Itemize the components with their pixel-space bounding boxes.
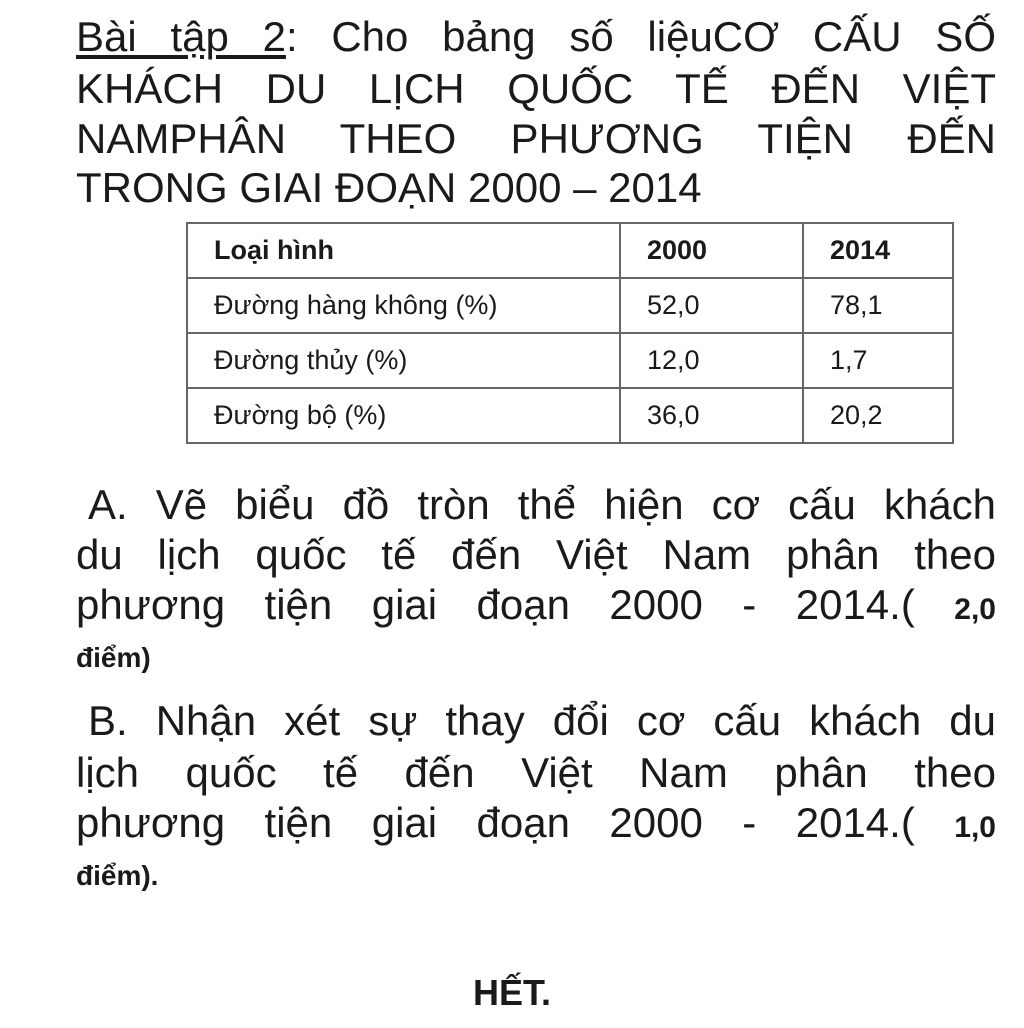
task-a-line-1: A. Vẽ biểu đồ tròn thể hiện cơ cấu khách: [88, 481, 996, 528]
task-a-line-2: du lịch quốc tế đến Việt Nam phân theo: [76, 531, 996, 578]
end-marker: HẾT.: [472, 972, 551, 1013]
table-row: [187, 333, 953, 388]
task-b-line-3-text: phương tiện giai đoạn 2000 - 2014.(: [76, 799, 915, 846]
table-header-cell: Loại hình: [187, 223, 620, 278]
table-cell: 20,2: [803, 388, 953, 443]
task-b-line-1: B. Nhận xét sự thay đổi cơ cấu khách du: [88, 697, 996, 744]
task-a-points: 2,0: [954, 593, 996, 626]
task-a-points-unit: điểm): [76, 642, 151, 673]
table-header-row: [187, 223, 953, 278]
heading-line-1: [76, 12, 996, 62]
table-cell: Đường thủy (%): [187, 333, 620, 388]
heading-line-3: NAMPHÂN THEO PHƯƠNG TIỆN ĐẾN: [76, 115, 996, 162]
task-a-line-3: [76, 580, 996, 635]
heading-line-2: KHÁCH DU LỊCH QUỐC TẾ ĐẾN VIỆT: [76, 65, 996, 112]
data-table: [186, 222, 954, 444]
table-cell: 36,0: [620, 388, 803, 443]
table-cell: Đường hàng không (%): [187, 278, 620, 333]
table-row: [187, 388, 953, 443]
heading-line-4: TRONG GIAI ĐOẠN 2000 – 2014: [76, 164, 702, 211]
table-cell: 78,1: [803, 278, 953, 333]
task-b-points-unit: điểm).: [76, 860, 159, 891]
table-header-cell: 2000: [620, 223, 803, 278]
exercise-label: Bài tập 2: [76, 13, 286, 60]
task-b-line-2: lịch quốc tế đến Việt Nam phân theo: [76, 749, 996, 796]
table-cell: 52,0: [620, 278, 803, 333]
table-cell: 1,7: [803, 333, 953, 388]
table-cell: 12,0: [620, 333, 803, 388]
task-a-line-3-text: phương tiện giai đoạn 2000 - 2014.(: [76, 581, 915, 628]
task-b-points: 1,0: [954, 811, 996, 844]
table-row: [187, 278, 953, 333]
table-header-cell: 2014: [803, 223, 953, 278]
table-cell: Đường bộ (%): [187, 388, 620, 443]
heading-line-1-text: : Cho bảng số liệuCƠ CẤU SỐ: [285, 13, 996, 60]
task-b-line-3: [76, 798, 996, 853]
